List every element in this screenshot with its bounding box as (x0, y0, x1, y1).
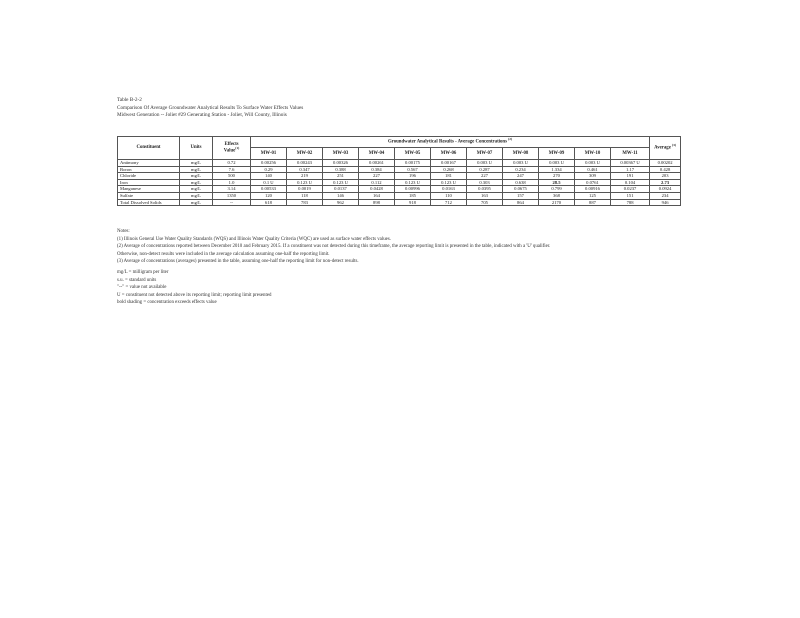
table-cell: 0.428 (650, 166, 681, 173)
header-well: MW-09 (539, 148, 575, 160)
header-well: MW-03 (323, 148, 359, 160)
notes-title: Notes: (117, 229, 130, 234)
table-cell: 918 (395, 199, 431, 206)
table-cell: mg/L (180, 199, 213, 206)
table-cell: mg/L (180, 173, 213, 180)
table-cell: 191 (611, 173, 650, 180)
header-well: MW-04 (359, 148, 395, 160)
table-cell: 0.347 (287, 166, 323, 173)
header-average: Average $^{(3)}$ (650, 137, 681, 160)
table-cell: 163 (467, 192, 503, 199)
table-cell: Iron (118, 179, 180, 186)
table-cell: 0.00326 (323, 160, 359, 167)
table-cell: 0.123 U (323, 179, 359, 186)
table-cell: 0.104 (611, 179, 650, 186)
table-cell: 3.14 (213, 186, 251, 193)
legend-item: "--" = value not available (117, 285, 167, 291)
table-cell: 0.799 (539, 186, 575, 193)
table-cell: 705 (467, 199, 503, 206)
table-cell: Chloride (118, 173, 180, 180)
table-cell: 219 (287, 173, 323, 180)
table-cell: 0.567 (395, 166, 431, 173)
table-cell: 234 (650, 192, 681, 199)
table-cell: 618 (251, 199, 287, 206)
note-2-continued: Otherwise, non-detect results were included in the average calculation assuming one-half the reporting limit. (117, 251, 330, 257)
table-cell: 0.303 (467, 179, 503, 186)
table-cell: 151 (611, 192, 650, 199)
header-units: Units (180, 137, 213, 160)
table-cell: 140 (251, 173, 287, 180)
table-cell: 0.0237 (611, 186, 650, 193)
table-row (118, 160, 681, 167)
table-cell: 946 (650, 199, 681, 206)
table-cell: mg/L (180, 160, 213, 167)
table-cell: 0.123 U (395, 179, 431, 186)
table-cell: 0.0137 (323, 186, 359, 193)
table-cell: 118 (287, 192, 323, 199)
table-cell: 0.29 (251, 166, 287, 173)
header-well: MW-06 (431, 148, 467, 160)
table-cell: 0.003 U (503, 160, 539, 167)
note-1: (1) Illinois General Use Water Quality Standards (WQS) and Illinois Water Quality Criteria (WQC) are used as surface water effects values. (117, 236, 391, 242)
note-2: (2) Average of concentrations reported between December 2010 and February 2015. If a constituent was not detected during this timeframe, the average reporting limit is presented in the table, indicated with a 'U' qualifier. (117, 244, 551, 250)
table-cell: 783 (287, 199, 323, 206)
table-cell: 0.00261 (359, 160, 395, 167)
table-cell: 0.0428 (359, 186, 395, 193)
table-cell: 227 (467, 173, 503, 180)
table-caption (117, 97, 303, 120)
table-cell: 0.003 U (539, 160, 575, 167)
table-cell: 2170 (539, 199, 575, 206)
table-cell: 0.00243 (287, 160, 323, 167)
table-cell: 125 (575, 192, 611, 199)
table-cell: 0.00202 (650, 160, 681, 167)
header-group: Groundwater Analytical Results - Average Concentrations $^{(2)}$ (251, 137, 650, 148)
table-row (118, 166, 681, 173)
table-cell: 270 (539, 173, 575, 180)
table-row (118, 199, 681, 206)
table-cell: 203 (650, 173, 681, 180)
table-cell: 0.00916 (575, 186, 611, 193)
notes-section (117, 228, 550, 266)
table-cell: 788 (611, 199, 650, 206)
table-cell: Manganese (118, 186, 180, 193)
table-cell: 1.0 (213, 179, 251, 186)
table-cell: 0.234 (503, 166, 539, 173)
legend-item: s.u. = standard units (117, 277, 157, 283)
table-cell: 28.5 (539, 179, 575, 186)
table-cell: 0.003 U (575, 160, 611, 167)
header-effects-value: Effects Value$^{(1)}$ (213, 137, 251, 160)
caption-site: Midwest Generation -- Joliet #29 Generating Station - Joliet, Will County, Illinois (117, 112, 287, 119)
table-cell: 7.6 (213, 166, 251, 173)
table-cell: 0.0675 (503, 186, 539, 193)
legend-item: U = constituent not detected above its reporting limit; reporting limit presented (117, 292, 272, 298)
table-cell: 1.17 (611, 166, 650, 173)
table-cell: 309 (575, 173, 611, 180)
table-cell: 0.1 U (251, 179, 287, 186)
table-cell: 0.00367 U (611, 160, 650, 167)
table-cell: 0.00175 (395, 160, 431, 167)
table-cell: 251 (323, 173, 359, 180)
table-cell: 0.268 (431, 166, 467, 173)
table-cell: Total Dissolved Solids (118, 199, 180, 206)
table-cell: 247 (503, 173, 539, 180)
table-cell: 887 (575, 199, 611, 206)
note-3: (3) Average of concentrations (averages) presented in the table, assuming one-half the reporting limit for non-detect results. (117, 259, 359, 265)
table-row (118, 173, 681, 180)
table-cell: mg/L (180, 179, 213, 186)
table-row (118, 186, 681, 193)
table-cell: 0.0019 (287, 186, 323, 193)
table-cell: 157 (503, 192, 539, 199)
table-cell: 0.112 (359, 179, 395, 186)
table-cell: 2.73 (650, 179, 681, 186)
header-well: MW-07 (467, 148, 503, 160)
table-cell: mg/L (180, 192, 213, 199)
abbreviations-legend (117, 269, 271, 307)
table-cell: 0.638 (503, 179, 539, 186)
table-cell: mg/L (180, 186, 213, 193)
header-well: MW-10 (575, 148, 611, 160)
table-cell: 0.461 (575, 166, 611, 173)
table-cell: 0.0761 (575, 179, 611, 186)
table-cell: 0.123 U (431, 179, 467, 186)
table-cell: -- (213, 199, 251, 206)
legend-item: bold shading = concentration exceeds effects value (117, 300, 217, 306)
header-constituent: Constituent (118, 137, 180, 160)
table-cell: 0.123 U (287, 179, 323, 186)
table-cell: 1350 (213, 192, 251, 199)
table-cell: 0.00996 (395, 186, 431, 193)
table-cell: mg/L (180, 166, 213, 173)
table-cell: 0.00256 (251, 160, 287, 167)
header-well: MW-05 (395, 148, 431, 160)
table-cell: 0.72 (213, 160, 251, 167)
table-cell: 898 (359, 199, 395, 206)
table-cell: 0.388 (323, 166, 359, 173)
table-cell: 0.00167 (431, 160, 467, 167)
table-cell: Antimony (118, 160, 180, 167)
table-row (118, 179, 681, 186)
table-cell: 164 (359, 192, 395, 199)
table-cell: Sulfate (118, 192, 180, 199)
header-well: MW-02 (287, 148, 323, 160)
header-well: MW-11 (611, 148, 650, 160)
table-cell: 1.334 (539, 166, 575, 173)
results-table (117, 136, 681, 206)
table-cell: 0.0924 (650, 186, 681, 193)
table-cell: 146 (323, 192, 359, 199)
caption-table-number: Table B-2-2 (117, 97, 142, 103)
table-cell: 0.0163 (431, 186, 467, 193)
header-well: MW-01 (251, 148, 287, 160)
caption-title: Comparison Of Average Groundwater Analytical Results To Surface Water Effects Values (117, 104, 304, 111)
table-cell: 962 (323, 199, 359, 206)
table-cell: 227 (359, 173, 395, 180)
table-cell: 120 (251, 192, 287, 199)
table-row (118, 192, 681, 199)
legend-item: mg/L = milligram per liter (117, 270, 169, 275)
table-cell: 0.287 (467, 166, 503, 173)
table-cell: 0.0395 (467, 186, 503, 193)
table-cell: 0.00533 (251, 186, 287, 193)
table-cell: 110 (431, 192, 467, 199)
table-cell: Boron (118, 166, 180, 173)
table-cell: 0.003 U (467, 160, 503, 167)
table-cell: 712 (431, 199, 467, 206)
table-cell: 196 (395, 173, 431, 180)
table-cell: 0.384 (359, 166, 395, 173)
header-well: MW-08 (503, 148, 539, 160)
table-cell: 368 (539, 192, 575, 199)
table-cell: 181 (431, 173, 467, 180)
table-cell: 864 (503, 199, 539, 206)
table-cell: 500 (213, 173, 251, 180)
table-cell: 185 (395, 192, 431, 199)
